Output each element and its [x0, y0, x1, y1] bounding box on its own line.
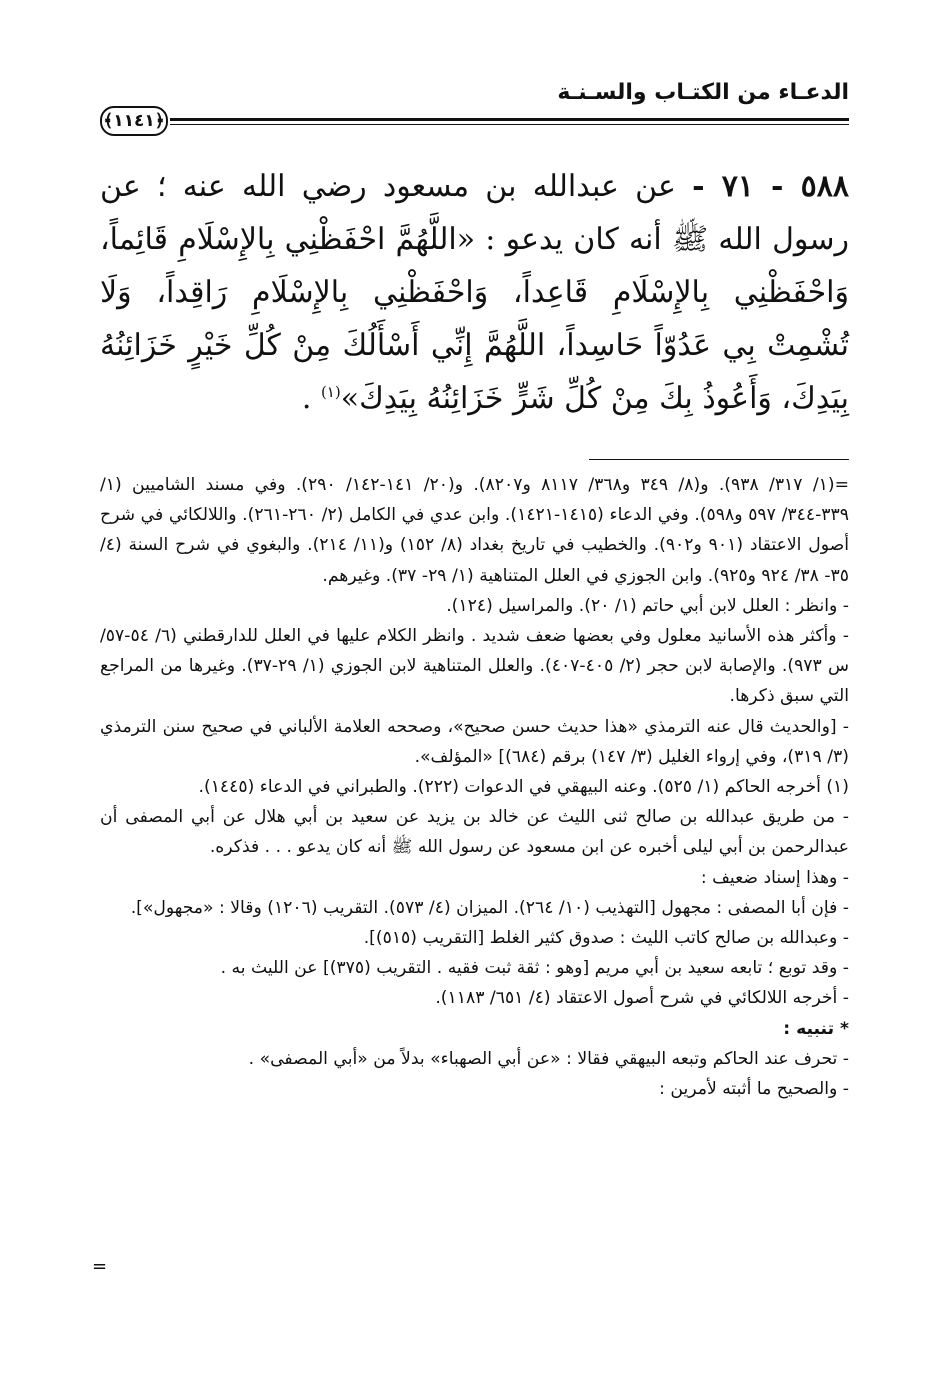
footnote-paragraph: - من طريق عبدالله بن صالح ثنى الليث عن خالد بن يزيد عن سعيد بن أبي هلال عن أبي المصفى أن عبدالرحمن بن أبي ليلى أخبره عن ابن مسعود عن رسول الله ﷺ أنه كان يدعو . . . فذكره. — [100, 807, 849, 858]
footnotes-block — [100, 470, 849, 1104]
footnote-reference: (١) — [320, 383, 341, 401]
hadith-number: ٥٨٨ - ٧١ - — [692, 169, 849, 204]
footnote-paragraph: (١) أخرجه الحاكم (١/ ٥٢٥). وعنه البيهقي في الدعوات (٢٢٢). والطبراني في الدعاء (١٤٤٥). — [198, 777, 849, 798]
footnote-paragraph: - أخرجه اللالكائي في شرح أصول الاعتقاد (٤/ ٦٥١/ ١١٨٣). — [435, 988, 849, 1009]
header-rule-thin — [170, 124, 849, 125]
footnote-note-heading: * تنبيه : — [783, 1018, 849, 1039]
hadith-text-block — [100, 160, 849, 425]
footnote-paragraph: - وعبدالله بن صالح كاتب الليث : صدوق كثير الغلط [التقريب (٥١٥)]. — [363, 928, 849, 949]
footnote-paragraph: - وهذا إسناد ضعيف : — [700, 867, 849, 888]
continuation-mark: = — [92, 1256, 108, 1277]
footnote-separator — [589, 459, 849, 460]
hadith-body: عن عبدالله بن مسعود رضي الله عنه ؛ عن رسول الله ﷺ أنه كان يدعو : «اللَّهُمَّ احْفَظْنِي بِالإِسْلَامِ قَائِماً، وَاحْفَظْنِي بِالإِسْلَامِ قَاعِداً، وَاحْفَظْنِي بِالإِسْلَامِ رَاقِداً، وَلَا تُشْمِتْ بِي عَدُوّاً حَاسِداً، اللَّهُمَّ إِنِّي أَسْأَلُكَ مِنْ كُلِّ خَيْرٍ خَزَائِنُهُ بِيَدِكَ، وَأَعُوذُ بِكَ مِنْ كُلِّ شَرٍّ خَزَائِنُهُ بِيَدِكَ» — [100, 169, 849, 416]
footnote-paragraph: =(١/ ٣١٧/ ٩٣٨). و(٨/ ٣٤٩ و٣٦٨/ ٨١١٧ و٨٢٠٧). و(٢٠/ ١٤١-١٤٢/ ٢٩٠). وفي مسند الشاميين (١/ ٣٣٩-٣٤٤/ ٥٩٧ و٥٩٨). وفي الدعاء (١٤١٥-١٤٢١). وابن عدي في الكامل (٢/ ٢٦٠-٢٦١). واللالكائي في شرح أصول الاعتقاد (٩٠١ و٩٠٢). والخطيب في تاريخ بغداد (٨/ ١٥٢) و(١١/ ٢١٤). والبغوي في شرح السنة (٤/ ٣٥- ٣٨/ ٩٢٤ و٩٢٥). وابن الجوزي في العلل المتناهية (١/ ٢٩- ٣٧). وغيرهم. — [100, 475, 849, 586]
running-title: الدعـاء من الكتـاب والسـنـة — [557, 80, 849, 105]
footnote-paragraph: - وانظر : العلل لابن أبي حاتم (١/ ٢٠). والمراسيل (١٢٤). — [446, 595, 849, 616]
footnote-paragraph: - وقد توبع ؛ تابعه سعيد بن أبي مريم [وهو : ثقة ثبت فقيه . التقريب (٣٧٥)] عن الليث به . — [220, 958, 849, 979]
header-rule — [170, 118, 849, 121]
footnote-paragraph: - فإن أبا المصفى : مجهول [التهذيب (١٠/ ٢٦٤). الميزان (٤/ ٥٧٣). التقريب (١٢٠٦) وقالا : «مجهول»]. — [130, 897, 849, 918]
footnote-paragraph: - والصحيح ما أثبته لأمرين : — [659, 1079, 849, 1100]
footnote-paragraph: - وأكثر هذه الأسانيد معلول وفي بعضها ضعف شديد . وانظر الكلام عليها في العلل للدارقطني (٦/ ٥٤-٥٧/ س ٩٧٣). والإصابة لابن حجر (٢/ ٤٠٥-٤٠٧). والعلل المتناهية لابن الجوزي (١/ ٢٩-٣٧). وغيرها من المراجع التي سبق ذكرها. — [100, 626, 849, 707]
footnote-paragraph: - [والحديث قال عنه الترمذي «هذا حديث حسن صحيح»، وصححه العلامة الألباني في صحيح سنن الترمذي (٣/ ٣١٩)، وفي إرواء الغليل (٣/ ١٤٧) برقم (٦٨٤)] «المؤلف». — [100, 716, 849, 767]
footnote-paragraph: - تحرف عند الحاكم وتبعه البيهقي فقالا : «عن أبي الصهباء» بدلاً من «أبي المصفى» . — [248, 1048, 849, 1069]
page-number: ﴿١١٤١﴾ — [100, 106, 168, 136]
hadith-end: . — [301, 381, 321, 416]
